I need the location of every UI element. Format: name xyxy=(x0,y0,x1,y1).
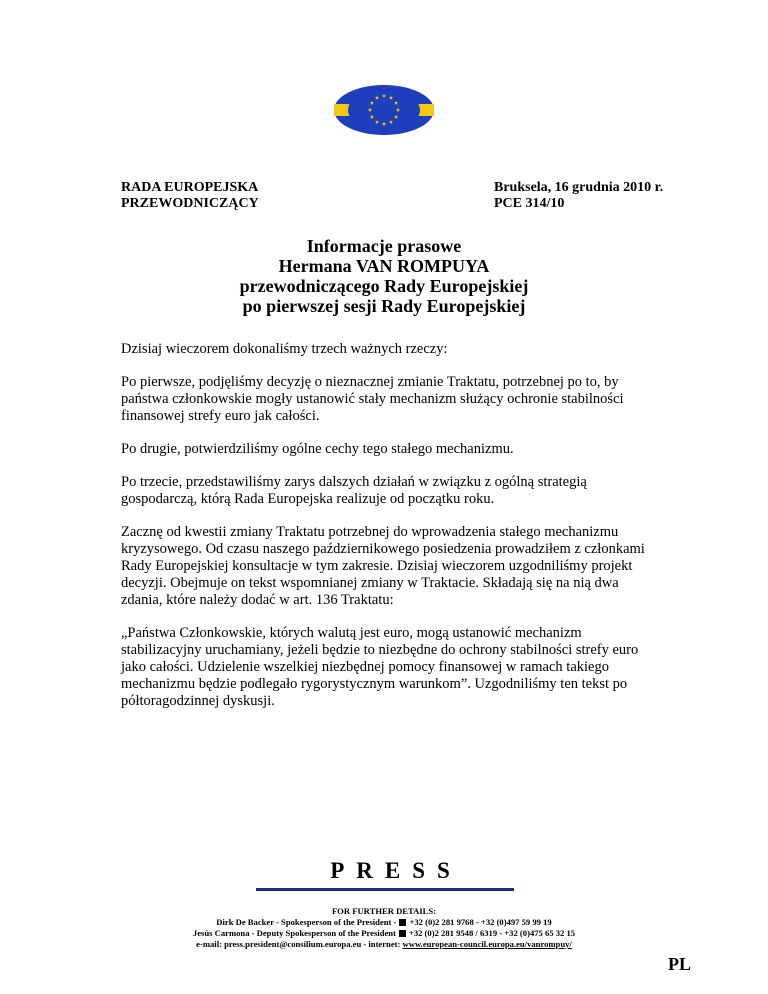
date-line: Bruksela, 16 grudnia 2010 r. xyxy=(494,180,664,195)
body-paragraph: Zacznę od kwestii zmiany Traktatu potrzebnej do wprowadzenia stałego mechanizmu kryzysowego. Od czasu naszego październikowego posiedzenia prowadziłem z członkami Rady Europejskiej konsultacje w tym zakresie. Dzisiaj wieczorem uzgodniliśmy projekt decyzji. Obejmuje on tekst wspomnianej zmiany w Traktacie. Składają się na nią dwa zdania, które należy dodać w art. 136 Traktatu: xyxy=(121,524,645,608)
press-heading: PRESS xyxy=(330,858,462,883)
title-line-3: przewodniczącego Rady Europejskiej xyxy=(239,276,529,296)
body-paragraph-quote: „Państwa Członkowskie, których walutą jest euro, mogą ustanowić mechanizm stabilizacyjny uruchamiany, jeżeli będzie to niezbędne do ochrony stabilności strefy euro jako całości. Udzielenie wszelkiej niezbędnej pomocy finansowej w ramach takiego mechanizmu będzie podlegało rygorystycznym warunkom”. Uzgodniliśmy ten tekst po półtoragodzinnej dyskusji. xyxy=(121,625,639,709)
date-reference-block xyxy=(494,180,663,212)
phone-square-icon xyxy=(399,930,406,937)
body-paragraph: Po trzecie, przedstawiliśmy zarys dalszych działań w związku z ogólną strategią gospodarczą, którą Rada Europejska realizuje od początku roku. xyxy=(121,474,587,507)
footer-heading: FOR FURTHER DETAILS: xyxy=(331,906,437,916)
footer-contact-3: e-mail: press.president@consilium.europa.eu - internet: www.european-council.europa.eu/vanrompuy/ xyxy=(196,939,572,949)
body-paragraph: Dzisiaj wieczorem dokonaliśmy trzech ważnych rzeczy: xyxy=(121,341,448,357)
footer-contact-2: Jesús Carmona - Deputy Spokesperson of the President +32 (0)2 281 9548 / 6319 - +32 (0)475 65 32 15 xyxy=(192,928,576,938)
issuer-block xyxy=(121,180,259,212)
body-paragraph: Po drugie, potwierdziliśmy ogólne cechy tego stałego mechanizmu. xyxy=(121,441,514,457)
document-title xyxy=(0,236,768,316)
reference-number: PCE 314/10 xyxy=(494,196,565,211)
website-link[interactable]: www.european-council.europa.eu/vanrompuy/ xyxy=(402,939,572,949)
title-line-2: Hermana VAN ROMPUYA xyxy=(278,256,490,276)
footer-contact-1: Dirk De Backer - Spokesperson of the President - +32 (0)2 281 9768 - +32 (0)497 59 99 19 xyxy=(216,917,552,927)
body-paragraph: Po pierwsze, podjęliśmy decyzję o nieznacznej zmianie Traktatu, potrzebnej po to, by państwa członkowskie mogły ustanowić stały mechanizm służący ochronie stabilności finansowej strefy euro jak całości. xyxy=(121,374,624,424)
document-body xyxy=(121,341,661,726)
title-line-1: Informacje prasowe xyxy=(306,236,462,256)
issuer-role: PRZEWODNICZĄCY xyxy=(121,196,259,211)
issuer-name: RADA EUROPEJSKA xyxy=(121,180,259,195)
title-line-4: po pierwszej sesji Rady Europejskiej xyxy=(242,296,526,316)
eu-emblem-logo xyxy=(333,84,435,136)
contact-footer xyxy=(0,906,768,950)
phone-square-icon xyxy=(399,919,406,926)
language-code: PL xyxy=(668,954,692,974)
press-divider xyxy=(256,888,514,891)
